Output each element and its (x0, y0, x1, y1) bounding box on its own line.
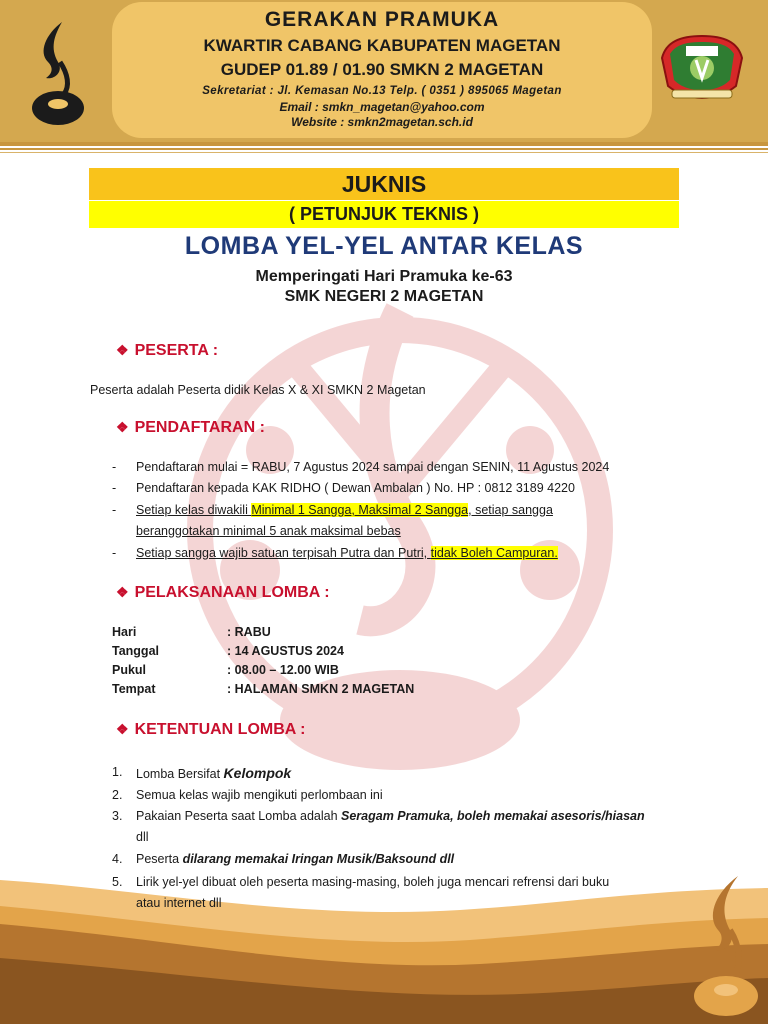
section-peserta-label: PESERTA : (134, 342, 219, 359)
schedule-key: Hari (112, 625, 137, 639)
rule-number: 4. (112, 852, 123, 866)
event-school: SMK NEGERI 2 MAGETAN (284, 288, 484, 305)
rule-text: Semua kelas wajib mengikuti perlombaan ini (136, 788, 383, 802)
tunas-kelapa-logo-icon (24, 18, 94, 128)
pendaftaran-item-3-cont: beranggotakan minimal 5 anak maksimal bebas (136, 524, 401, 538)
secretariat-address: Sekretariat : Jl. Kemasan No.13 Telp. ( 0351 ) 895065 Magetan (202, 85, 562, 97)
section-ketentuan-label: KETENTUAN LOMBA : (134, 721, 306, 738)
diamond-bullet-icon: ❖ (116, 342, 129, 358)
header-divider (0, 152, 768, 153)
email-address[interactable]: Email : smkn_magetan@yahoo.com (279, 100, 485, 114)
tunas-kelapa-footer-icon (686, 872, 762, 1018)
item-3-highlight: Minimal 1 Sangga, Maksimal 2 Sangga (251, 503, 469, 517)
rule-text-cont: atau internet dll (136, 896, 222, 910)
schedule-value: : 14 AGUSTUS 2024 (227, 644, 344, 658)
juknis-title: JUKNIS (89, 168, 679, 200)
schedule-key: Tempat (112, 682, 156, 696)
gudep-name: GUDEP 01.89 / 01.90 SMKN 2 MAGETAN (220, 60, 544, 79)
peserta-text: Peserta adalah Peserta didik Kelas X & XI SMKN 2 Magetan (90, 383, 426, 397)
rule-number: 5. (112, 875, 123, 889)
rule-text-emphasis: dilarang memakai Iringan Musik/Baksound dll (182, 852, 455, 866)
schedule-key: Pukul (112, 663, 147, 677)
schedule-key: Tanggal (112, 644, 159, 658)
section-ketentuan-heading (116, 721, 306, 739)
dash-bullet: - (112, 503, 117, 517)
dash-bullet: - (112, 481, 117, 495)
event-occasion: Memperingati Hari Pramuka ke-63 (255, 268, 513, 285)
diamond-bullet-icon: ❖ (116, 721, 129, 737)
regency-emblem-icon (656, 30, 748, 102)
section-peserta-heading (116, 342, 218, 360)
pendaftaran-item-4 (136, 546, 558, 560)
section-pelaksanaan-label: PELAKSANAAN LOMBA : (134, 584, 330, 601)
schedule-value: : RABU (227, 625, 271, 639)
website-address[interactable]: Website : smkn2magetan.sch.id (291, 115, 473, 129)
org-name: GERAKAN PRAMUKA (264, 8, 500, 31)
event-title: LOMBA YEL-YEL ANTAR KELAS (184, 232, 584, 260)
pendaftaran-item-1: Pendaftaran mulai = RABU, 7 Agustus 2024 sampai dengan SENIN, 11 Agustus 2024 (136, 460, 610, 474)
section-pendaftaran-label: PENDAFTARAN : (134, 419, 265, 436)
kwarcab-name: KWARTIR CABANG KABUPATEN MAGETAN (203, 36, 561, 55)
rule-text (136, 765, 291, 781)
header-divider (0, 148, 768, 150)
item-3-part: , setiap sangga (468, 503, 553, 517)
rule-number: 1. (112, 765, 123, 779)
diamond-bullet-icon: ❖ (116, 419, 129, 435)
rule-number: 3. (112, 809, 123, 823)
dash-bullet: - (112, 546, 117, 560)
item-4-highlight: tidak Boleh Campuran. (430, 546, 558, 560)
diamond-bullet-icon: ❖ (116, 584, 129, 600)
item-3-part: Setiap kelas diwakili (136, 503, 252, 517)
dash-bullet: - (112, 460, 117, 474)
schedule-value: : 08.00 – 12.00 WIB (227, 663, 339, 677)
rule-text-part: Lomba Bersifat (136, 767, 224, 781)
schedule-value: : HALAMAN SMKN 2 MAGETAN (227, 682, 415, 696)
item-4-part: Setiap sangga wajib satuan terpisah Putra dan Putri, (136, 546, 431, 560)
pendaftaran-item-3 (136, 503, 553, 517)
header-divider (0, 142, 768, 146)
rule-text: Lirik yel-yel dibuat oleh peserta masing-masing, boleh juga mencari refrensi dari buku (136, 875, 610, 889)
rule-number: 2. (112, 788, 123, 802)
rule-text (136, 809, 645, 823)
rule-text-emphasis: Seragam Pramuka, boleh memakai asesoris/hiasan (341, 809, 645, 823)
rule-text-part: Pakaian Peserta saat Lomba adalah (136, 809, 341, 823)
section-pendaftaran-heading (116, 419, 265, 437)
rule-text-cont: dll (136, 830, 149, 844)
section-pelaksanaan-heading (116, 584, 330, 602)
pendaftaran-item-2: Pendaftaran kepada KAK RIDHO ( Dewan Ambalan ) No. HP : 0812 3189 4220 (136, 481, 575, 495)
rule-text-emphasis: Kelompok (223, 765, 292, 781)
petunjuk-subtitle: ( PETUNJUK TEKNIS ) (89, 201, 679, 228)
rule-text-part: Peserta (136, 852, 183, 866)
